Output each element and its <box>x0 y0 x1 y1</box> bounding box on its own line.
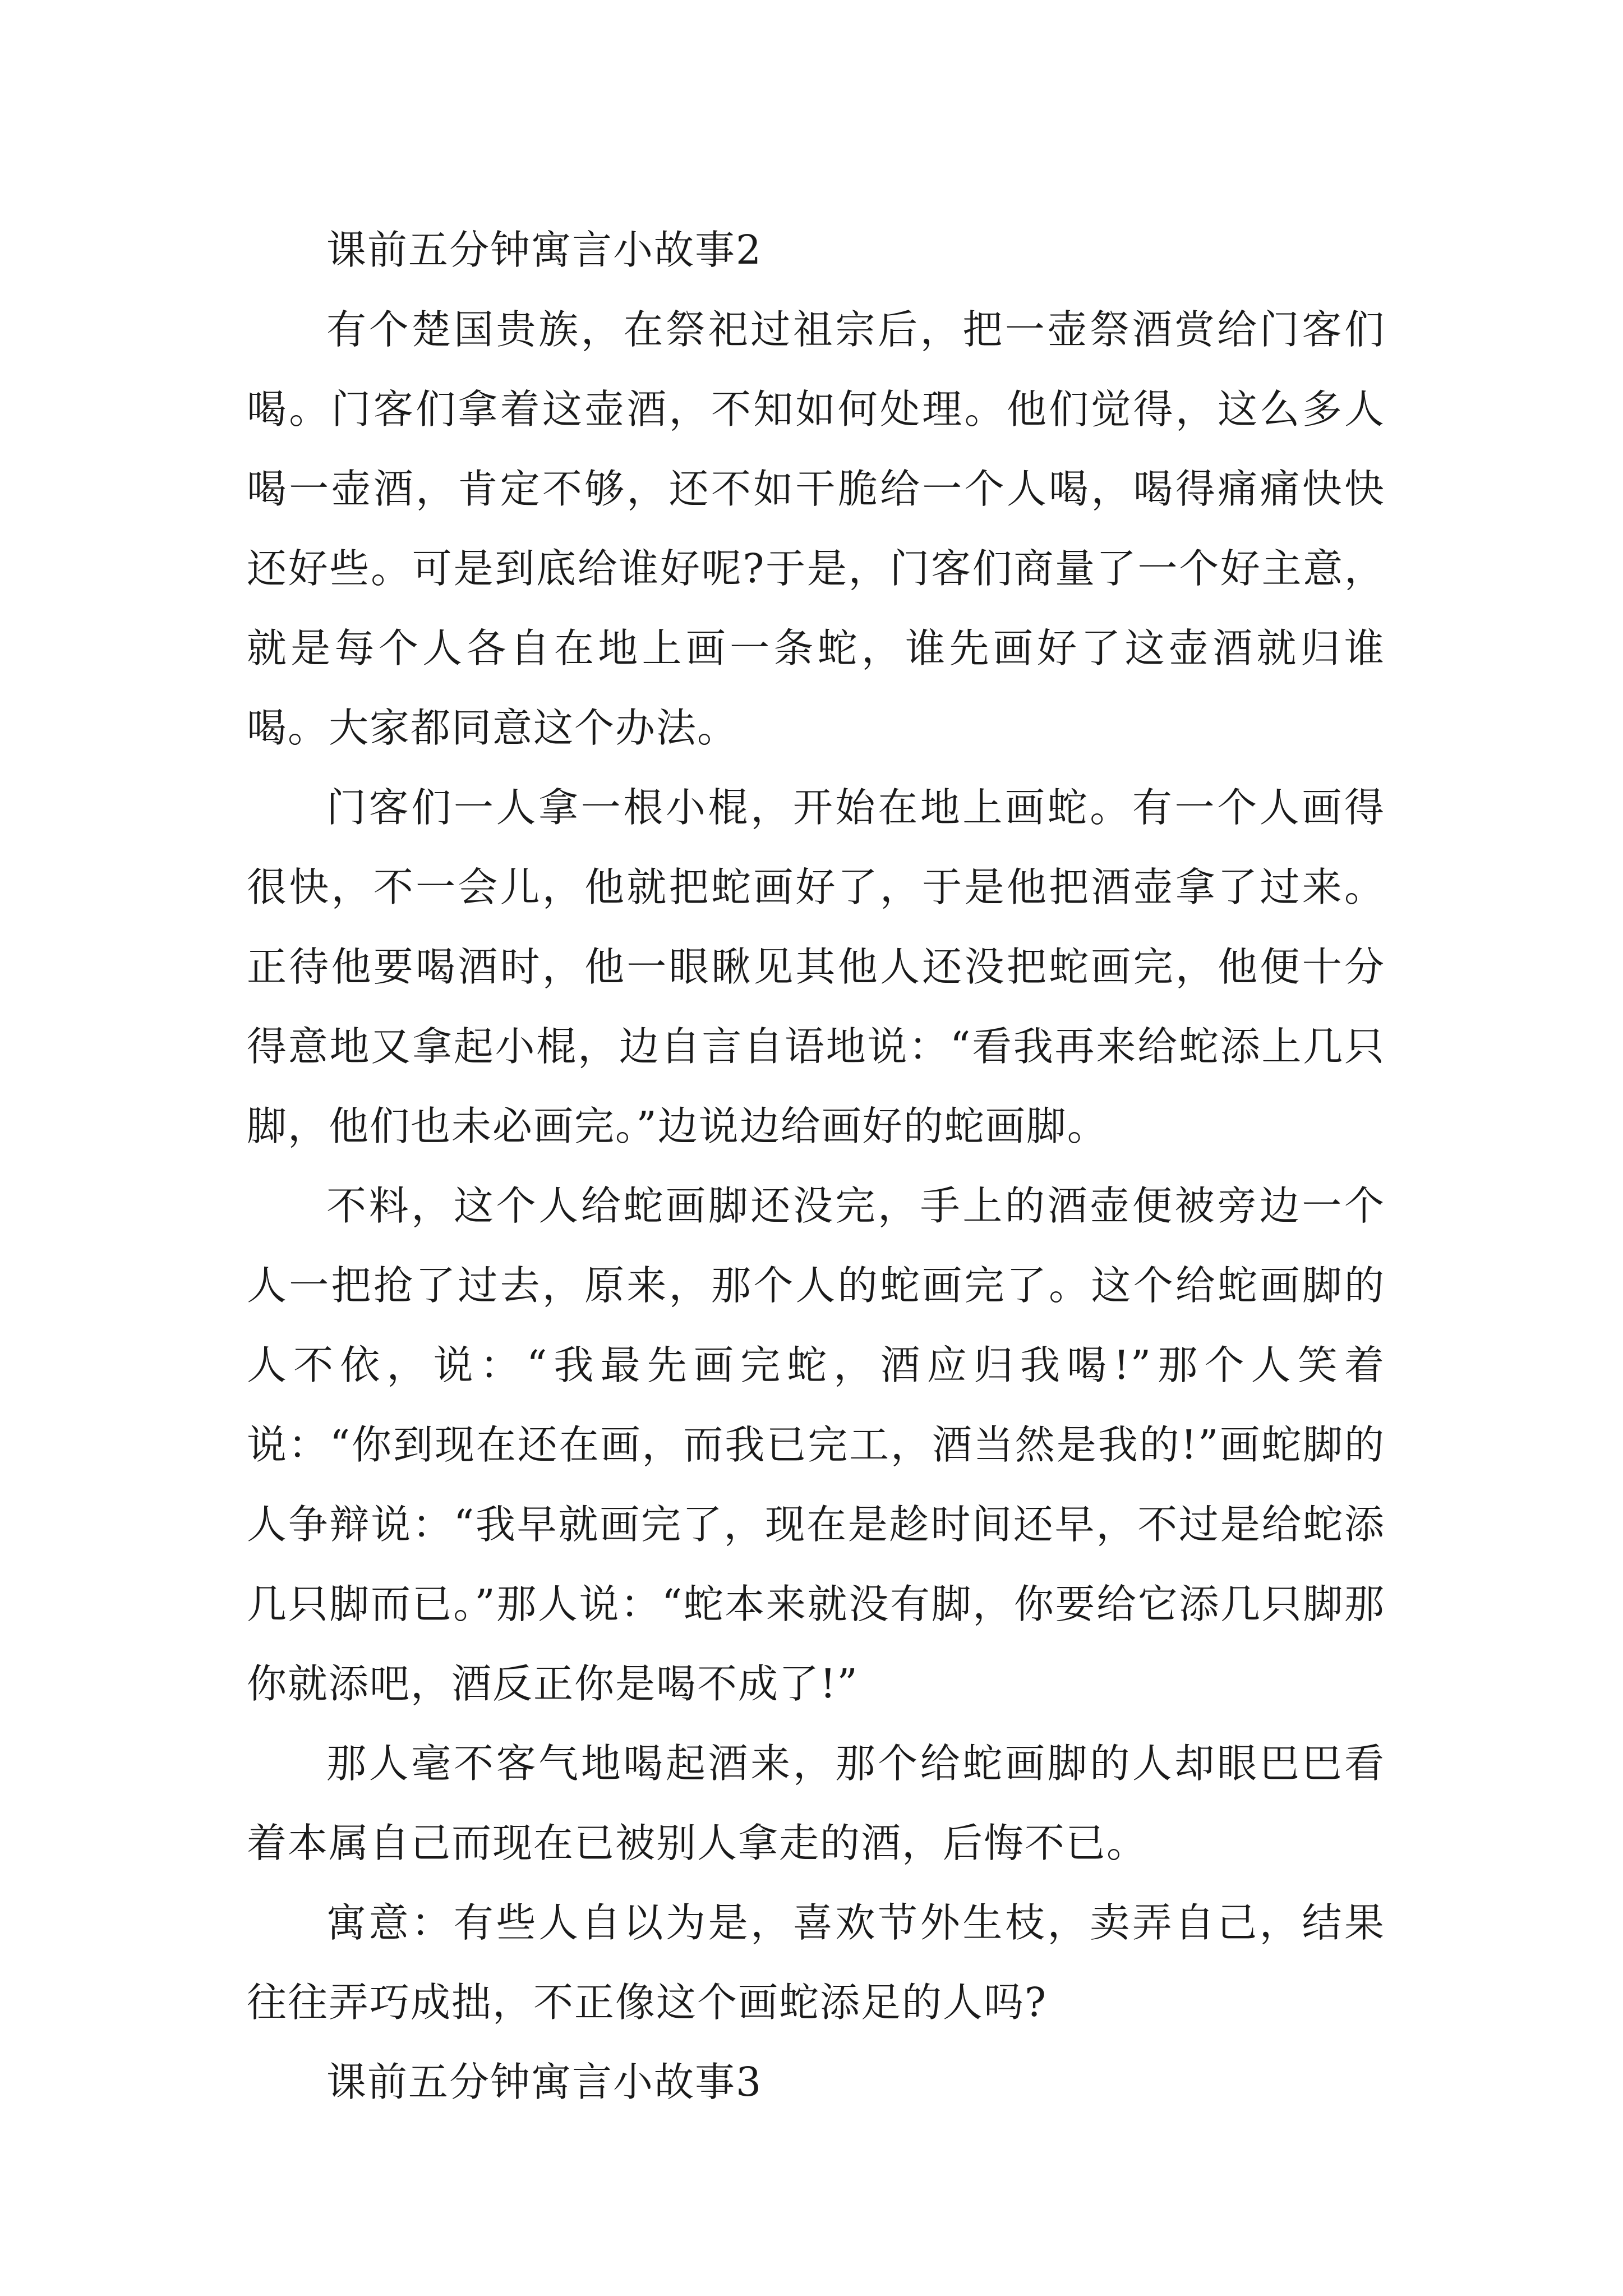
paragraph-4: 那人毫不客气地喝起酒来，那个给蛇画脚的人却眼巴巴看着本属自己而现在已被别人拿走的酒，后悔不已。 <box>247 1740 1385 1866</box>
moral-paragraph: 寓意：有些人自以为是，喜欢节外生枝，卖弄自己，结果往往弄巧成拙，不正像这个画蛇添足的人吗? <box>247 1899 1385 2026</box>
story-title-3: 课前五分钟寓言小故事3 <box>326 2059 763 2105</box>
paragraph-2: 门客们一人拿一根小棍，开始在地上画蛇。有一个人画得很快，不一会儿，他就把蛇画好了，于是他把酒壶拿了过来。正待他要喝酒时，他一眼瞅见其他人还没把蛇画完，他便十分得意地又拿起小棍，边自言自语地说：“看我再来给蛇添上几只脚，他们也未必画完。”边说边给画好的蛇画脚。 <box>247 784 1385 1149</box>
paragraph-3: 不料，这个人给蛇画脚还没完，手上的酒壶便被旁边一个人一把抢了过去，原来，那个人的蛇画完了。这个给蛇画脚的人不依，说：“我最先画完蛇，酒应归我喝!”那个人笑着说：“你到现在还在画，而我已完工，酒当然是我的!”画蛇脚的人争辩说：“我早就画完了，现在是趁时间还早，不过是给蛇添几只脚而已。”那人说：“蛇本来就没有脚，你要给它添几只脚那你就添吧，酒反正你是喝不成了!” <box>247 1182 1385 1707</box>
story-title-2: 课前五分钟寓言小故事2 <box>326 227 763 273</box>
paragraph-1: 有个楚国贵族，在祭祀过祖宗后，把一壶祭酒赏给门客们喝。门客们拿着这壶酒，不知如何处理。他们觉得，这么多人喝一壶酒，肯定不够，还不如干脆给一个人喝，喝得痛痛快快还好些。可是到底给谁好呢?于是，门客们商量了一个好主意，就是每个人各自在地上画一条蛇，谁先画好了这壶酒就归谁喝。大家都同意这个办法。 <box>247 306 1385 751</box>
document-body <box>247 210 1385 2122</box>
